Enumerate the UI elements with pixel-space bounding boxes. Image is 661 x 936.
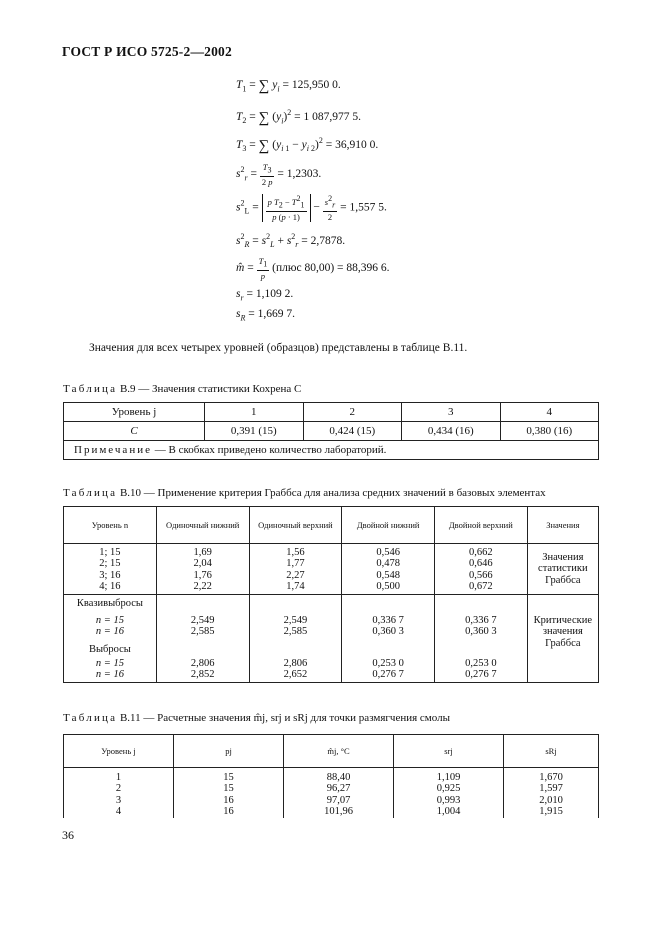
table10-cell: 0,672 xyxy=(469,580,493,592)
table11-caption xyxy=(63,712,450,724)
formula-sR2: $s^2_R = s^2_L + s^2_r = 2,7878$. xyxy=(236,232,346,250)
table10-cell: 2,585 xyxy=(283,626,308,638)
formula-sR-value: = 1,669 7. xyxy=(248,308,295,320)
table10-label: 1; 15 xyxy=(99,547,121,558)
formula-t1-value: = 125,950 0. xyxy=(282,79,341,91)
table11-cell: 1,597 xyxy=(539,783,563,795)
formula-sl2: $s^2_L$ = $\frac{p T_2 - T^2_1}{p (p \cdot 1)}$ − $\frac{s^2_r}{2}$ = 1,557 5. xyxy=(236,194,387,222)
table11-header-cell: Уровень j xyxy=(64,735,174,768)
table-b10 xyxy=(63,506,599,683)
table10-cell: 2,652 xyxy=(283,669,308,681)
table9-note-text: — В скобках приведено количество лабораторий. xyxy=(154,444,387,456)
table10-cell: 1,76 xyxy=(193,569,212,581)
table10-block1-col2 xyxy=(249,544,342,595)
table11-cell: 2 xyxy=(115,783,122,795)
table10-cell: 0,546 xyxy=(376,547,400,558)
table11-cell: 0,993 xyxy=(436,794,461,806)
table10-cell: 0,500 xyxy=(376,580,400,592)
table10-header-cell: Одиночный нижний xyxy=(156,507,249,544)
formula-sr2-value: = 1,2303. xyxy=(277,167,322,180)
table9-cell: 0,380 (16) xyxy=(500,422,599,441)
formula-sr-value: = 1,109 2. xyxy=(246,288,294,300)
formula-t3: $T_3$ = ∑ $(y_{i 1} - y_{i 2})^2 = 36,910$ 0. xyxy=(236,136,379,154)
table10-block2-labels xyxy=(64,595,157,683)
table11-cell: 96,27 xyxy=(326,783,351,795)
table10-block1 xyxy=(64,544,599,595)
page-number: 36 xyxy=(62,828,74,842)
table11-cell: 15 xyxy=(223,783,234,795)
table10-cell: 0,276 7 xyxy=(465,669,497,681)
table10-caption-word: Таблица xyxy=(63,487,118,499)
table9-header-row xyxy=(64,403,599,422)
table11-col-level xyxy=(64,768,174,819)
table10-block2-col3 xyxy=(342,595,435,683)
formula-sl2-value: = 1,557 5. xyxy=(340,201,387,214)
formula-sR2-value: = 2,7878. xyxy=(301,234,346,247)
table11-cell: 1 xyxy=(115,772,122,783)
table11-header-cell: srj xyxy=(394,735,504,768)
table10-cell: 0,360 3 xyxy=(465,626,497,638)
table10-cell: 0,253 0 xyxy=(465,657,497,669)
table10-block1-conclusion: Значения статистики Граббса xyxy=(527,544,598,595)
table10-cell: 2,549 xyxy=(190,615,215,627)
table9-caption xyxy=(63,383,301,395)
table10-block2 xyxy=(64,595,599,683)
table11-caption-word: Таблица xyxy=(63,712,118,724)
table11-col-m xyxy=(284,768,394,819)
table9-header-cell: 4 xyxy=(500,403,599,422)
table11-cell: 97,07 xyxy=(326,794,351,806)
table10-cell: 0,566 xyxy=(469,569,493,581)
formula-m-value: (плюс 80,00) = 88,396 6. xyxy=(272,261,390,274)
table10-block2-conclusion: Критические значения Граббса xyxy=(527,595,598,683)
table11-header-cell: sRj xyxy=(504,735,599,768)
table10-block2-col4 xyxy=(434,595,527,683)
table10-cell: 1,56 xyxy=(286,547,305,558)
table9-note xyxy=(64,441,599,460)
table10-cell: 1,74 xyxy=(286,580,305,592)
table9-header-cell: 2 xyxy=(303,403,402,422)
formula-sR: $s_R = 1,669$ 7. xyxy=(236,308,295,323)
formula-m: m̂ = $\frac{T_1}{p}$ (плюс 80,00) = 88,396 6. xyxy=(236,256,390,281)
table10-block1-col1 xyxy=(156,544,249,595)
table9-header-cell: 3 xyxy=(402,403,501,422)
table10-block1-col4 xyxy=(434,544,527,595)
table-b9 xyxy=(63,402,599,460)
formula-t3-value: = 36,910 0. xyxy=(325,138,379,151)
formula-t1: $T_1$ = ∑ $y_i = 125,950$ 0. xyxy=(236,78,341,94)
table10-label: n = 16 xyxy=(95,626,124,638)
table10-cell: 1,77 xyxy=(286,558,305,570)
table11-col-sR xyxy=(504,768,599,819)
table10-section-label: Квазивыбросы xyxy=(76,598,143,610)
table11-cell: 1,109 xyxy=(436,772,461,783)
body-paragraph: Значения для всех четырех уровней (образцов) представлены в таблице В.11. xyxy=(89,342,468,354)
table9-cell: 0,434 (16) xyxy=(402,422,501,441)
table10-caption xyxy=(63,487,546,499)
table10-block2-col2 xyxy=(249,595,342,683)
table10-header-cell: Значения xyxy=(527,507,598,544)
table9-cell: 0,424 (15) xyxy=(303,422,402,441)
formula-t2: $T_2$ = ∑ $(y_i)^2 = 1$ 087,977 5. xyxy=(236,108,362,126)
table10-block2-col1 xyxy=(156,595,249,683)
table11-cell: 0,925 xyxy=(436,783,461,795)
table10-cell: 0,548 xyxy=(376,569,400,581)
table10-label: 4; 16 xyxy=(99,580,121,592)
table10-cell: 0,253 0 xyxy=(372,657,404,669)
table11-cell: 4 xyxy=(115,805,122,817)
table11-caption-text: В.11 — Расчетные значения m̂j, srj и sRj для точки размягчения смолы xyxy=(119,712,450,724)
table10-cell: 2,549 xyxy=(283,615,308,627)
table10-label: 3; 16 xyxy=(99,569,121,581)
table10-header-cell: Двойной верхний xyxy=(434,507,527,544)
table9-row-label: C xyxy=(64,422,205,441)
formula-sr: $s_r = 1,109$ 2. xyxy=(236,288,294,303)
table11-cell: 3 xyxy=(115,794,122,806)
table10-cell: 2,806 xyxy=(190,657,215,669)
table10-cell: 0,336 7 xyxy=(372,615,404,627)
table10-label: n = 15 xyxy=(95,657,124,669)
table10-cell: 2,852 xyxy=(190,669,215,681)
table9-caption-word: Таблица xyxy=(63,383,118,395)
table10-cell: 0,662 xyxy=(469,547,493,558)
table11-cell: 2,010 xyxy=(539,794,563,806)
formula-t2-value: = 1 087,977 5. xyxy=(294,110,362,123)
table11-cell: 16 xyxy=(223,805,234,817)
table11-cell: 1,915 xyxy=(539,805,563,817)
table11-header-row xyxy=(64,735,599,768)
document-header: ГОСТ Р ИСО 5725-2—2002 xyxy=(62,44,232,59)
table11-cell: 1,670 xyxy=(539,772,563,783)
table10-cell: 0,646 xyxy=(469,558,493,570)
table9-note-row xyxy=(64,441,599,460)
table10-cell: 0,360 3 xyxy=(372,626,404,638)
table10-cell: 2,806 xyxy=(283,657,308,669)
table10-label: n = 15 xyxy=(95,615,124,627)
table10-cell: 2,22 xyxy=(193,580,212,592)
table10-block1-col3 xyxy=(342,544,435,595)
table11-col-sr xyxy=(394,768,504,819)
table9-note-word: Примечание xyxy=(74,444,152,456)
table11-cell: 16 xyxy=(223,794,234,806)
table11-cell: 88,40 xyxy=(326,772,351,783)
table10-label: 2; 15 xyxy=(99,558,121,570)
table10-cell: 1,69 xyxy=(193,547,212,558)
table10-cell: 2,27 xyxy=(286,569,305,581)
table10-cell: 0,276 7 xyxy=(372,669,404,681)
table9-header-cell: 1 xyxy=(205,403,304,422)
table9-header-cell: Уровень j xyxy=(64,403,205,422)
table10-label: n = 16 xyxy=(95,669,124,681)
table-b11 xyxy=(63,734,599,818)
table11-col-p xyxy=(174,768,284,819)
table10-cell: 2,585 xyxy=(190,626,215,638)
table10-block1-labels xyxy=(64,544,157,595)
table9-row xyxy=(64,422,599,441)
table10-cell: 0,478 xyxy=(376,558,400,570)
table11-cell: 15 xyxy=(223,772,234,783)
table11-header-cell: pj xyxy=(174,735,284,768)
table9-cell: 0,391 (15) xyxy=(205,422,304,441)
table10-cell: 2,04 xyxy=(193,558,212,570)
table10-header-row xyxy=(64,507,599,544)
table10-header-cell: Одиночный верхний xyxy=(249,507,342,544)
table11-header-cell: m̂j, °C xyxy=(284,735,394,768)
table10-cell: 0,336 7 xyxy=(465,615,497,627)
table10-caption-text: В.10 — Применение критерия Граббса для анализа средних значений в базовых элементах xyxy=(119,487,546,499)
table11-cell: 101,96 xyxy=(324,805,353,817)
table10-section-label: Выбросы xyxy=(88,643,131,655)
table10-header-cell: Двойной нижний xyxy=(342,507,435,544)
table9-caption-text: В.9 — Значения статистики Кохрена C xyxy=(119,383,302,395)
table10-header-cell: Уровень n xyxy=(64,507,157,544)
table11-body xyxy=(64,768,599,819)
formula-sr2: $s^2_r$ = $\frac{T_3}{2 p}$ = 1,2303. xyxy=(236,162,322,187)
table11-cell: 1,004 xyxy=(436,805,461,817)
